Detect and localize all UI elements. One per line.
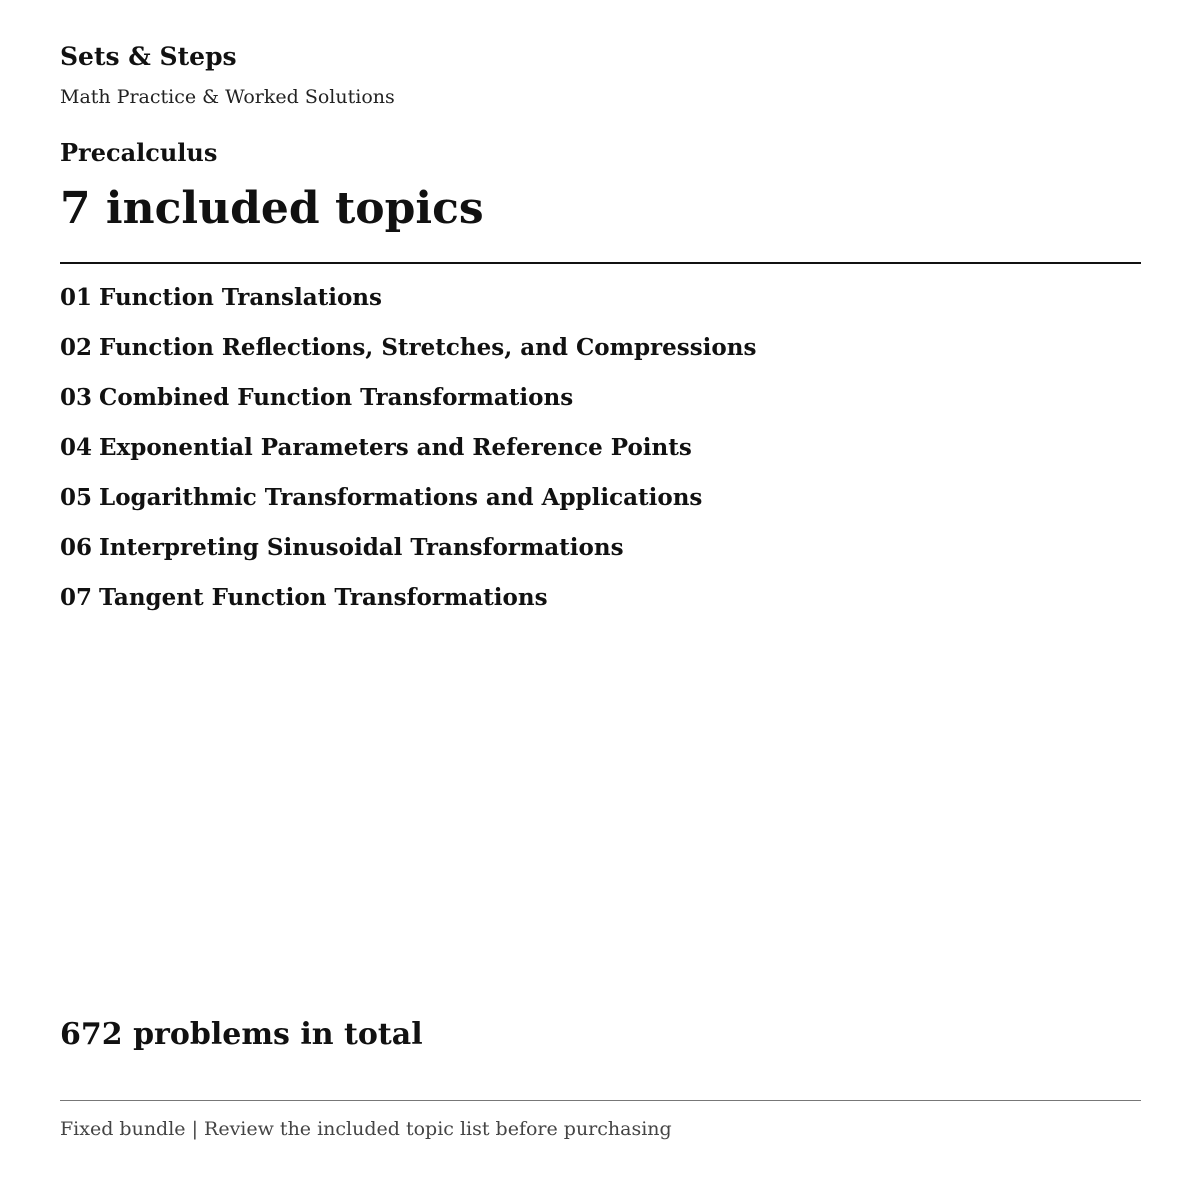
topic-title: Exponential Parameters and Reference Points	[99, 434, 692, 461]
brand-name: Sets & Steps	[60, 42, 237, 71]
topic-number: 04	[60, 434, 93, 461]
topic-title: Interpreting Sinusoidal Transformations	[99, 534, 624, 561]
problem-total: 672 problems in total	[60, 1017, 423, 1052]
topic-item	[60, 280, 1141, 330]
topic-item	[60, 530, 1141, 580]
topic-title: Tangent Function Transformations	[99, 584, 548, 611]
topic-item	[60, 380, 1141, 430]
brand-tagline: Math Practice & Worked Solutions	[60, 86, 395, 108]
topic-number: 02	[60, 334, 93, 361]
header-divider	[60, 262, 1141, 264]
topic-number: 07	[60, 584, 93, 611]
page-title: 7 included topics	[60, 183, 484, 234]
page	[60, 0, 1141, 1200]
topic-title: Logarithmic Transformations and Applications	[99, 484, 703, 511]
topic-item	[60, 480, 1141, 530]
topic-title: Function Reflections, Stretches, and Compressions	[99, 334, 757, 361]
footer-note: Fixed bundle | Review the included topic list before purchasing	[60, 1118, 672, 1140]
topic-number: 05	[60, 484, 93, 511]
topic-title: Combined Function Transformations	[99, 384, 574, 411]
topic-item	[60, 430, 1141, 480]
topic-item	[60, 330, 1141, 380]
subject-title: Precalculus	[60, 138, 218, 167]
topic-title: Function Translations	[99, 284, 382, 311]
footer-divider	[60, 1100, 1141, 1101]
topic-item	[60, 580, 1141, 630]
topic-number: 01	[60, 284, 93, 311]
topic-number: 06	[60, 534, 93, 561]
topic-list	[60, 280, 1141, 630]
topic-number: 03	[60, 384, 93, 411]
